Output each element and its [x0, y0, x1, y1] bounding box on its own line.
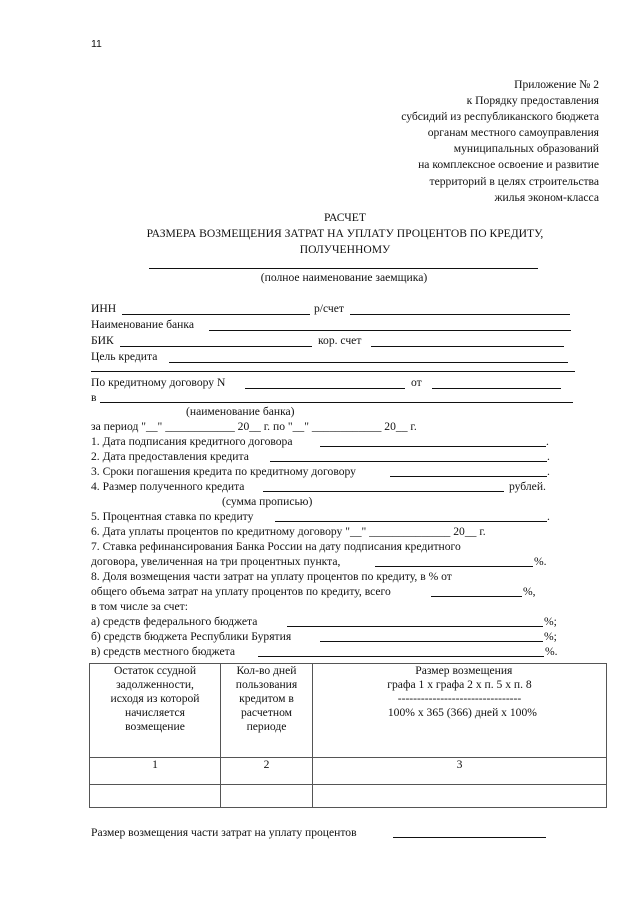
appendix-line: территорий в целях строительства [429, 174, 599, 188]
item-1-field [320, 446, 546, 447]
item-4-unit: рублей. [509, 480, 546, 493]
contract-number-field [245, 388, 405, 389]
inn-field [122, 314, 310, 315]
table-col-number: 3 [313, 758, 607, 785]
bank-field [100, 402, 573, 403]
item-5-dot: . [547, 510, 550, 523]
purpose-field [169, 362, 568, 363]
purpose-label: Цель кредита [91, 350, 158, 363]
doc-title-line2: РАЗМЕРА ВОЗМЕЩЕНИЯ ЗАТРАТ НА УПЛАТУ ПРОЦЕНТОВ ПО КРЕДИТУ, [146, 227, 544, 240]
item-2-dot: . [547, 450, 550, 463]
table-header-formula: Размер возмещения графа 1 x графа 2 x п. 5 x п. 8 -------------------------------- 100% x 365 (366) дней x 100% [313, 664, 607, 758]
bik-field [120, 346, 312, 347]
page-number: 11 [91, 38, 102, 50]
item-7-label: 7. Ставка рефинансирования Банка России на дату подписания кредитного [91, 540, 461, 553]
footer-label: Размер возмещения части затрат на уплату процентов [91, 826, 357, 839]
bank-name-field [209, 330, 571, 331]
table-header-balance: Остаток ссудной задолженности, исходя из которой начисляется возмещение [90, 664, 221, 758]
contract-date-field [432, 388, 561, 389]
item-5-field [275, 521, 547, 522]
item-8-label-cont: общего объема затрат на уплату процентов по кредиту, всего [91, 585, 391, 598]
table-header-days: Кол-во дней пользования кредитом в расчетном периоде [221, 664, 313, 758]
account-label: р/счет [314, 302, 344, 315]
appendix-line: жилья эконом-класса [494, 190, 599, 204]
item-3-dot: . [547, 465, 550, 478]
account-field [350, 314, 570, 315]
source-federal-field [287, 626, 543, 627]
contract-label: По кредитному договору N [91, 376, 226, 389]
sum-caption: (сумма прописью) [222, 495, 313, 508]
item-3-field [390, 476, 547, 477]
source-federal-unit: %; [544, 615, 557, 628]
borrower-caption: (полное наименование заемщика) [260, 271, 428, 284]
appendix-line: Приложение № 2 [514, 78, 599, 91]
item-2-field [270, 461, 547, 462]
item-8-unit: %, [523, 585, 536, 598]
source-local-unit: %. [545, 645, 558, 658]
appendix-line: на комплексное освоение и развитие [418, 158, 599, 172]
appendix-line: органам местного самоуправления [427, 126, 599, 140]
period-line: за период "__" ____________ 20__ г. по "__" ____________ 20__ г. [91, 420, 417, 433]
item-7-unit: %. [534, 555, 547, 568]
contract-in-label: в [91, 391, 97, 404]
inn-label: ИНН [91, 302, 117, 315]
bik-label: БИК [91, 334, 114, 347]
source-local-field [258, 656, 544, 657]
contract-from-label: от [411, 376, 422, 389]
source-republic-unit: %; [544, 630, 557, 643]
calculation-table [89, 663, 607, 808]
doc-title-line3: ПОЛУЧЕННОМУ [299, 243, 391, 256]
appendix-line: к Порядку предоставления [466, 94, 599, 108]
corr-account-label: кор. счет [318, 334, 362, 347]
bank-caption: (наименование банка) [186, 405, 295, 418]
item-6-label: 6. Дата уплаты процентов по кредитному договору "__" ______________ 20__ г. [91, 525, 486, 538]
source-federal-label: а) средств федерального бюджета [91, 615, 258, 628]
item-3-label: 3. Сроки погашения кредита по кредитному договору [91, 465, 356, 478]
source-local-label: в) средств местного бюджета [91, 645, 236, 658]
item-1-dot: . [546, 435, 549, 448]
appendix-block [401, 77, 599, 206]
item-8-label: 8. Доля возмещения части затрат на уплату процентов по кредиту, в % от [91, 570, 452, 583]
item-4-label: 4. Размер полученного кредита [91, 480, 245, 493]
item-4-field [263, 491, 504, 492]
table-col-number: 2 [221, 758, 313, 785]
doc-title: РАСЧЕТ [324, 211, 366, 224]
table-cell-amount[interactable] [313, 785, 607, 808]
item-1-label: 1. Дата подписания кредитного договора [91, 435, 293, 448]
source-republic-field [320, 641, 543, 642]
table-col-number: 1 [90, 758, 221, 785]
appendix-line: субсидий из республиканского бюджета [401, 110, 599, 124]
item-8-sources-label: в том числе за счет: [91, 600, 188, 613]
borrower-name-line [149, 268, 538, 269]
table-cell-days[interactable] [221, 785, 313, 808]
item-5-label: 5. Процентная ставка по кредиту [91, 510, 254, 523]
separator-line [91, 371, 575, 372]
table-cell-balance[interactable] [90, 785, 221, 808]
item-2-label: 2. Дата предоставления кредита [91, 450, 249, 463]
bank-name-label: Наименование банка [91, 318, 194, 331]
source-republic-label: б) средств бюджета Республики Бурятия [91, 630, 292, 643]
item-7-field [375, 566, 533, 567]
item-8-field [431, 596, 522, 597]
corr-account-field [371, 346, 564, 347]
footer-field [393, 837, 546, 838]
item-7-label-cont: договора, увеличенная на три процентных пункта, [91, 555, 341, 568]
appendix-line: муниципальных образований [453, 142, 599, 156]
